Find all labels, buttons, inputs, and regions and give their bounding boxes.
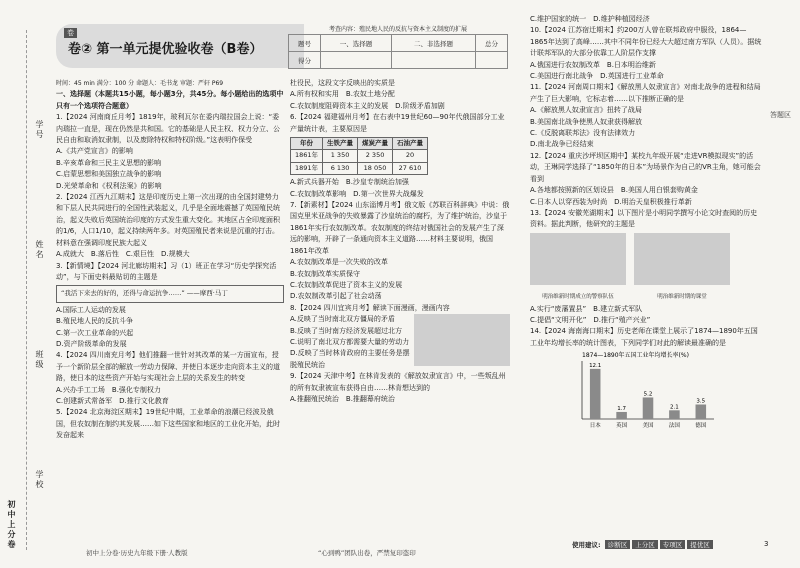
question-1: 1.【2024 河南商丘月考】1819年，玻利瓦尔在委内瑞拉国会上说：“委内瑞拉一直是，现在仍然是共和国。它的基础是人民主权、权力分立、公民自由和取消奴隶制，以及废除特权和特权阶级。”这表明作保受 bbox=[56, 113, 280, 145]
option: C.艰巨性 bbox=[125, 250, 155, 259]
brand-label: 初中上分卷 bbox=[7, 500, 16, 550]
page-number: 3 bbox=[764, 540, 769, 548]
option: C.美国进行南北战争 bbox=[530, 72, 594, 81]
option: C.农奴制度阻碍资本主义的发展 bbox=[290, 101, 389, 110]
cell: 总分 bbox=[476, 35, 508, 52]
options-row bbox=[290, 89, 510, 100]
option: B.落后性 bbox=[90, 250, 119, 259]
th: 煤炭产量 bbox=[358, 138, 393, 150]
option: C.提倡“文明开化” bbox=[530, 315, 587, 324]
column-3 bbox=[530, 14, 764, 438]
cartoon-image bbox=[414, 314, 510, 366]
options-row bbox=[290, 101, 510, 112]
exam-title-banner bbox=[56, 24, 304, 68]
cell[interactable] bbox=[476, 52, 508, 69]
tick-label: 日本 bbox=[589, 423, 601, 430]
td: 1861年 bbox=[291, 150, 323, 162]
exam-meta: 时间：45 min 满分：100 分 命题人：毛书龙 审题：严轩 P69 bbox=[56, 80, 224, 87]
cell: 得分 bbox=[289, 52, 321, 69]
footer-left: 初中上分卷·历史九年级下册·人教版 bbox=[86, 549, 188, 557]
cell: 一、选择题 bbox=[321, 35, 392, 52]
option: B.农奴土地分配 bbox=[345, 90, 395, 99]
bar-英国 bbox=[616, 412, 627, 419]
chart-title: 1874—1890年五国工业年均增长率(%) bbox=[582, 352, 689, 360]
question-3: 3.【新情境】【2024 河北廊坊期末】习（1）班正在学习“历史学探究活动”，与下面史料最贴切的主题是 bbox=[56, 261, 277, 281]
question-13: 13.【2024 安徽芜湖期末】以下图片是小明同学撰写小论文时查阅的历史资料。据此判断，他研究的主题是 bbox=[530, 208, 758, 229]
option: D.规模大 bbox=[161, 250, 190, 259]
usage-bar bbox=[572, 540, 713, 549]
option: B.推翻幕府统治 bbox=[345, 394, 395, 403]
left-margin bbox=[0, 0, 48, 568]
class-label: 班级 bbox=[35, 350, 44, 370]
growth-chart bbox=[570, 349, 720, 433]
question-8: 8.【2024 四川宜宾月考】解读下面漫画，漫画内容 bbox=[290, 303, 450, 312]
bar-德国 bbox=[696, 405, 707, 420]
bar-日本 bbox=[590, 369, 601, 419]
option: D.英国进行工业革命 bbox=[600, 72, 664, 81]
quote-box: “我活下来去的好的，还得与命运抗争……” ——摩西·马丁 bbox=[56, 285, 284, 302]
exam-title: 卷② 第一单元提优验收卷（B卷） bbox=[68, 42, 263, 57]
td: 6 130 bbox=[323, 162, 358, 174]
seat-label: 学号 bbox=[35, 120, 44, 140]
option: B.农奴制改革实质保守 bbox=[290, 269, 361, 278]
question-11: 11.【2024 河南周口期末】《解放黑人奴隶宣言》对南北战争的进程和结局产生了巨大影响，它标志着……以下推断正确的是 bbox=[530, 83, 761, 103]
cut-line bbox=[26, 30, 27, 550]
score-head-row bbox=[289, 35, 508, 52]
option: C.农奴制改革促进了资本主义的发展 bbox=[290, 280, 403, 289]
question-14: 14.【2024 海南海口期末】历史老师在课堂上展示了1874—1890年五国工业年均增长率的统计图表，下列同学们对此的解读最准确的是 bbox=[530, 327, 758, 347]
option: D.阶级矛盾加剧 bbox=[395, 101, 445, 110]
options-row bbox=[530, 60, 764, 71]
option: C.日本人以穿西装为时尚 bbox=[530, 197, 608, 206]
option: B.辛亥革命和三民主义思想的影响 bbox=[56, 158, 162, 167]
question-12: 12.【2024 重庆沙坪坝区期中】某校九年级开展“走进VR模拟现实”的活动，王琳同学选择了“1850年的日本”为场景作为自己的VR主角，她可能会看到 bbox=[530, 151, 761, 183]
th: 石油产量 bbox=[393, 138, 428, 150]
td: 18 050 bbox=[358, 162, 393, 174]
question-10: 10.【2024 江苏宿迁期末】约200万人曾在联邦政府中服役，1864—1865年达到了高峰……其中不同年份已经大大超过南方军队（人员）。据统计联邦军队的大部分依靠工人阶层作支撑 bbox=[530, 26, 762, 58]
option: A.实行“废藩置县” bbox=[530, 304, 587, 313]
option: D.第一次世界大战爆发 bbox=[353, 189, 424, 198]
cell[interactable] bbox=[392, 52, 476, 69]
zone-tag: 诊断区 bbox=[605, 540, 631, 549]
option: D.农奴制改革引起了社会动荡 bbox=[290, 292, 382, 301]
option: B.美国人用白银套购黄金 bbox=[620, 186, 698, 195]
tick-label: 法国 bbox=[668, 423, 680, 430]
options-row bbox=[290, 394, 510, 405]
options-row bbox=[530, 71, 764, 82]
zone-tag: 上分区 bbox=[632, 540, 658, 549]
option: B.美国南北战争使黑人奴隶获得解放 bbox=[530, 117, 643, 126]
photo-row bbox=[530, 231, 764, 304]
question-6: 6.【2024 福建福州月考】在右表中19世纪60—90年代俄国部分工业产量统计表，主要原因是 bbox=[290, 113, 505, 133]
th: 生铁产量 bbox=[323, 138, 358, 150]
td: 1891年 bbox=[291, 162, 323, 174]
scope-note: 考查内容：殖民地人民的反抗与资本主义制度的扩展 bbox=[328, 26, 467, 33]
option: D.推行“殖产兴业” bbox=[593, 315, 651, 324]
option: C.启蒙思想和美国独立战争的影响 bbox=[56, 170, 162, 179]
section-heading: 一、选择题（本题共15小题，每小题3分，共45分。每小题给出的选项中只有一个选项符合题意） bbox=[56, 90, 284, 110]
cell: 题号 bbox=[289, 35, 321, 52]
question-2: 2.【2024 江西九江期末】这是印度历史上第一次出现的由全国封建势力和下层人民共同进行的全国性武装起义，几乎是全面地震撼了英国殖民统治，起义失败后英国统治印度的方式发生重大变化。其地区占全印度面积的1/6，人口1/10，起义持续两年多。对英国殖民者来说是沉重的打击。材料意在强调印度民族大起义 bbox=[56, 193, 280, 247]
options-row bbox=[56, 385, 284, 396]
td: 27 610 bbox=[393, 162, 428, 174]
option: A.《解放黑人奴隶宣言》扭转了战局 bbox=[530, 106, 642, 115]
option: B.日本明治维新 bbox=[606, 60, 656, 69]
option: C.说明了南北双方都需要大量的劳动力 bbox=[290, 337, 410, 346]
photo-image bbox=[530, 233, 626, 285]
option: A.《共产党宣言》的影响 bbox=[56, 147, 133, 156]
option: D.南北战争已经结束 bbox=[530, 140, 594, 149]
data-label: 3.5 bbox=[696, 398, 706, 405]
td: 2 350 bbox=[358, 150, 393, 162]
score-row bbox=[289, 52, 508, 69]
option: D.推行文化教育 bbox=[119, 396, 169, 405]
option: A.新式兵器开始 bbox=[290, 178, 339, 187]
option: B.强化专制权力 bbox=[111, 385, 161, 394]
column-2 bbox=[290, 78, 510, 405]
option: D.光荣革命和《权利法案》的影响 bbox=[56, 181, 162, 190]
paper-marker: 卷 bbox=[64, 28, 77, 38]
zone-tag: 专项区 bbox=[660, 540, 686, 549]
zone-tag: 提优区 bbox=[687, 540, 713, 549]
options-row bbox=[290, 189, 510, 200]
name-label: 姓名 bbox=[35, 240, 44, 260]
bar-法国 bbox=[669, 410, 680, 419]
option: B.反映了当时南方经济发展超过北方 bbox=[290, 326, 403, 335]
data-label: 1.7 bbox=[617, 406, 626, 413]
options-row bbox=[56, 249, 284, 260]
footer-mid: “心到鸭”团队出卷，严禁复印盗印 bbox=[318, 549, 416, 557]
bar-美国 bbox=[643, 398, 654, 420]
question-7: 7.【新素材】【2024 山东淄博月考】俄文版《苏联百科辞典》中说：俄国克里米亚战争的失败暴露了沙皇统治的腐朽，为了维护统治，沙皇于1861年实行农奴制改革。农奴制度的终结对俄国社会的发展产生了深远的影响，开辟了一条通向资本主义道路……材料主要说明，俄国1861年改革 bbox=[290, 201, 510, 255]
answer-area-tab: 答题区 bbox=[770, 111, 791, 119]
tick-label: 德国 bbox=[695, 423, 707, 430]
td: 1 350 bbox=[323, 150, 358, 162]
option: B.殖民地人民的反抗斗争 bbox=[56, 317, 134, 326]
usage-label: 使用建议: bbox=[572, 541, 601, 549]
option: D.资产阶级革命的发展 bbox=[56, 339, 127, 348]
option: A.成就大 bbox=[56, 250, 84, 259]
option: B.沙皇专制统治加强 bbox=[345, 178, 409, 187]
data-label: 5.2 bbox=[643, 391, 653, 398]
option: C.《反脱离联邦法》没有法律效力 bbox=[530, 129, 636, 138]
question-9: 9.【2024 天津中考】在林肯发表的《解放奴隶宣言》中，一些叛乱州的所有奴隶被宣布获得自由……林肯想达到的 bbox=[290, 372, 506, 392]
option: D.明治天皇积极推行革新 bbox=[614, 197, 692, 206]
td: 20 bbox=[393, 150, 428, 162]
option: A.反映了当时南北双方僵局的矛盾 bbox=[290, 315, 395, 324]
question-5: 5.【2024 北京海淀区期末】19世纪中期，工业革命的浪潮已经波及俄国，但农奴制在制约其发展……如下这些国家和地区的工业化开始，此时发奋起来 bbox=[56, 408, 280, 440]
options-row bbox=[530, 315, 764, 326]
question-text: 杜役民，这段文字反映出的实质是 bbox=[290, 79, 395, 87]
photo-2 bbox=[634, 231, 730, 304]
tick-label: 美国 bbox=[642, 423, 654, 430]
photo-1 bbox=[530, 231, 626, 304]
option: A.国际工人运动的发展 bbox=[56, 305, 126, 314]
option: C.维护国家的统一 bbox=[530, 15, 587, 23]
option: A.兴办手工工场 bbox=[56, 385, 105, 394]
photo-image bbox=[634, 233, 730, 285]
option: A.各地都按照新的区划设县 bbox=[530, 186, 614, 195]
option: A.农奴制改革是一次失败的改革 bbox=[290, 258, 388, 267]
option: A.推翻殖民统治 bbox=[290, 394, 339, 403]
options-row bbox=[530, 304, 764, 315]
option: C.第一次工业革命的兴起 bbox=[56, 328, 134, 337]
option: A.所有权和实用 bbox=[290, 90, 339, 99]
cell: 二、非选择题 bbox=[392, 35, 476, 52]
question-4: 4.【2024 四川南充月考】他们推翻一世针对其改革的某一方面宣布，授予一个新阶层全部的解放一劳动力保障、并使日本逐步走向资本主义的道路，使日本的这些资产开始与实现社会上层的关系发生的转变 bbox=[56, 351, 280, 383]
tick-label: 英国 bbox=[616, 423, 628, 430]
option: B.建立新式军队 bbox=[593, 304, 643, 313]
production-table bbox=[290, 137, 428, 175]
column-1 bbox=[56, 78, 284, 442]
th: 年份 bbox=[291, 138, 323, 150]
options-row bbox=[290, 177, 510, 188]
options-row bbox=[530, 185, 764, 196]
data-label: 12.1 bbox=[589, 363, 602, 370]
option: A.俄国进行农奴制改革 bbox=[530, 60, 600, 69]
options-row bbox=[56, 396, 284, 407]
caption: 明治维新时期的课堂 bbox=[657, 294, 707, 301]
option: C.农奴制改革影响 bbox=[290, 189, 347, 198]
option: D.维护种植园经济 bbox=[593, 15, 650, 23]
cell[interactable] bbox=[321, 52, 392, 69]
data-label: 2.1 bbox=[670, 404, 679, 411]
score-table bbox=[288, 24, 508, 68]
option: C.创建新式常备军 bbox=[56, 396, 113, 405]
school-label: 学校 bbox=[35, 470, 44, 490]
options-row bbox=[530, 197, 764, 208]
option: D.反映了当时林肯政府的主要任务是摆脱殖民统治 bbox=[290, 349, 410, 369]
caption: 明治维新时期成立的警察队伍 bbox=[542, 294, 614, 301]
options-row bbox=[530, 14, 764, 25]
